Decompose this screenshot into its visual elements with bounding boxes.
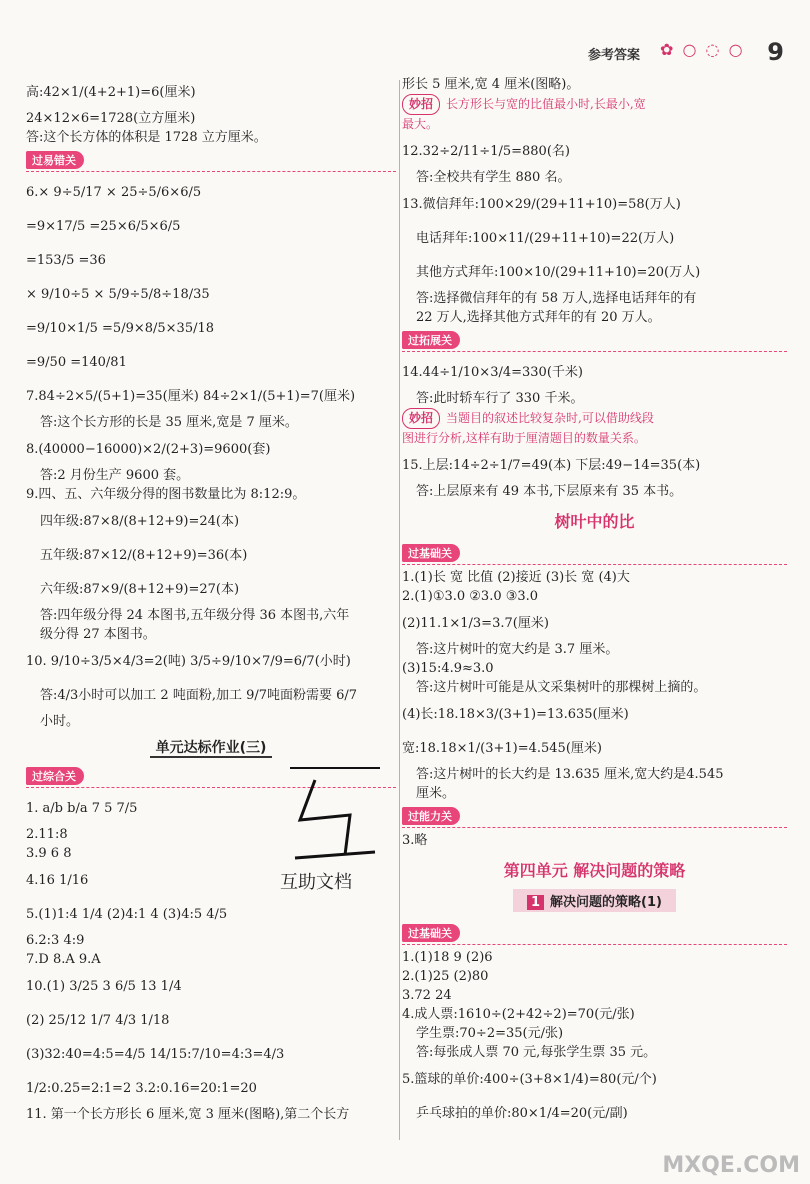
- section-tag-row: [26, 147, 396, 172]
- column-divider: [399, 80, 400, 1140]
- subsection-title: 1 解决问题的策略(1): [402, 889, 787, 912]
- ability-line: 3.略: [402, 833, 428, 848]
- tag-mistake: 过易错关: [26, 151, 84, 169]
- header-decoration-icon: ✿ ○ ◌ ○: [660, 40, 745, 59]
- page-number: 9: [767, 38, 784, 66]
- leaf-line: 答:这片树叶可能是从文采集树叶的那棵树上摘的。: [416, 680, 707, 695]
- answer-line: 24×12×6=1728(立方厘米): [26, 111, 196, 126]
- handwritten-stamp-logo: [280, 760, 390, 900]
- answer-line: 答:这个长方体的体积是 1728 立方厘米。: [26, 130, 267, 145]
- tag-comprehensive: 过综合关: [26, 767, 84, 785]
- q9-line: 答:四年级分得 24 本图书,五年级分得 36 本图书,六年: [40, 608, 350, 623]
- q13-line: 答:选择微信拜年的有 58 万人,选择电话拜年的有: [416, 291, 697, 306]
- comp-line: 11. 第一个长方形长 6 厘米,宽 3 厘米(图略),第二个长方: [26, 1107, 350, 1122]
- unit-title: 单元达标作业(三): [26, 737, 396, 757]
- tip-line: 图进行分析,这样有助于厘清题目的数量关系。: [402, 431, 646, 445]
- q14-line: 14.44÷1/10×3/4=330(千米): [402, 364, 583, 380]
- comp-line: 7.D 8.A 9.A: [26, 952, 101, 967]
- tag-basic: 过基础关: [402, 544, 460, 562]
- q13-line: 电话拜年:100×11/(29+11+10)=22(万人): [416, 230, 675, 246]
- comp-line: 1. a/b b/a 7 5 7/5: [26, 800, 138, 816]
- leaf-line: 厘米。: [416, 786, 456, 801]
- tip-line: 最大。: [402, 117, 439, 131]
- comp-line: 10.(1) 3/25 3 6/5 13 1/4: [26, 978, 182, 994]
- u4-line: 4.成人票:1610÷(2+42÷2)=70(元/张): [402, 1007, 635, 1022]
- comp-line: 3.9 6 8: [26, 846, 72, 861]
- q9-line: 六年级:87×9/(8+12+9)=27(本): [40, 581, 240, 597]
- q10-line: 10. 9/10÷3/5×4/3=2(吨) 3/5÷9/10×7/9=6/7(小时): [26, 653, 351, 669]
- q13-line: 13.微信拜年:100×29/(29+11+10)=58(万人): [402, 196, 681, 212]
- comp-line: 2.11:8: [26, 827, 68, 842]
- tip-badge-icon: 妙招: [402, 408, 440, 429]
- u4-line: 3.72 24: [402, 988, 452, 1003]
- section-tag-row: [402, 327, 787, 352]
- q9-line: 9.四、五、六年级分得的图书数量比为 8:12:9。: [26, 487, 306, 502]
- subsection-number: 1: [527, 895, 544, 910]
- q15-answer: 答:上层原来有 49 本书,下层原来有 35 本书。: [416, 484, 683, 499]
- u4-line: 1.(1)18 9 (2)6: [402, 950, 493, 965]
- leaf-line: 2.(1)①3.0 ②3.0 ③3.0: [402, 589, 539, 604]
- section-tag-row: [402, 540, 787, 565]
- tip-block: 妙招 长方形长与宽的比值最小时,长最小,宽: [402, 94, 787, 115]
- q9-line: 级分得 27 本图书。: [40, 627, 156, 642]
- q6-line: × 9/10÷5 × 5/9÷5/8÷18/35: [26, 286, 210, 302]
- q12-answer: 答:全校共有学生 880 名。: [416, 170, 571, 185]
- left-column: [26, 75, 396, 1124]
- comp-line: 1/2:0.25=2:1=2 3.2:0.16=20:1=20: [26, 1080, 257, 1096]
- q6-line: =9/10×1/5 =5/9×8/5×35/18: [26, 320, 215, 336]
- leaf-line: 答:这片树叶的长大约是 13.635 厘米,宽大约是4.545: [416, 767, 724, 782]
- leaf-line: (4)长:18.18×3/(3+1)=13.635(厘米): [402, 706, 629, 722]
- comp-line: (3)32:40=4:5=4/5 14/15:7/10=4:3=4/3: [26, 1046, 285, 1062]
- leaf-line: (2)11.1×1/3=3.7(厘米): [402, 615, 549, 631]
- comp-line: 5.(1)1:4 1/4 (2)4:1 4 (3)4:5 4/5: [26, 906, 228, 922]
- q13-line: 其他方式拜年:100×10/(29+11+10)=20(万人): [416, 264, 701, 280]
- stamp-caption: 互助文档: [280, 872, 352, 893]
- q10-answer: 小时。: [40, 714, 80, 729]
- q6-line: =153/5 =36: [26, 252, 106, 268]
- u4-line: 学生票:70÷2=35(元/张): [416, 1026, 564, 1041]
- tip-block: 妙招 当题目的叙述比较复杂时,可以借助线段: [402, 408, 787, 429]
- q8-line: 8.(40000−16000)×2/(2+3)=9600(套): [26, 441, 271, 457]
- q7-answer: 答:这个长方形的长是 35 厘米,宽是 7 厘米。: [40, 415, 298, 430]
- q8-answer: 答:2 月份生产 9600 套。: [40, 468, 190, 483]
- u4-line: 2.(1)25 (2)80: [402, 969, 489, 984]
- tag-ability: 过能力关: [402, 807, 460, 825]
- answer-line: 形长 5 厘米,宽 4 厘米(图略)。: [402, 77, 580, 92]
- leaf-line: 1.(1)长 宽 比值 (2)接近 (3)长 宽 (4)大: [402, 570, 630, 585]
- q6-line: 6.× 9÷5/17 × 25÷5/6×6/5: [26, 184, 202, 200]
- section-tag-row: [402, 803, 787, 828]
- section-title: 树叶中的比: [554, 512, 635, 531]
- q6-line: =9/50 =140/81: [26, 354, 127, 370]
- q9-line: 五年级:87×12/(8+12+9)=36(本): [40, 547, 248, 563]
- q7-line: 7.84÷2×5/(5+1)=35(厘米) 84÷2×1/(5+1)=7(厘米): [26, 388, 356, 404]
- tip-badge-icon: 妙招: [402, 94, 440, 115]
- leaf-line: 宽:18.18×1/(3+1)=4.545(厘米): [402, 740, 602, 756]
- page-header: [560, 38, 790, 72]
- comp-line: (2) 25/12 1/7 4/3 1/18: [26, 1012, 170, 1028]
- tag-expand: 过拓展关: [402, 331, 460, 349]
- u4-line: 答:每张成人票 70 元,每张学生票 35 元。: [416, 1045, 657, 1060]
- comp-line: 6.2:3 4:9: [26, 933, 85, 948]
- answer-line: 高:42×1/(4+2+1)=6(厘米): [26, 84, 196, 100]
- tag-basic-2: 过基础关: [402, 924, 460, 942]
- leaf-line: 答:这片树叶的宽大约是 3.7 厘米。: [416, 642, 619, 657]
- u4-line: 5.篮球的单价:400÷(3+8×1/4)=80(元/个): [402, 1071, 657, 1087]
- q10-answer: 答:4/3小时可以加工 2 吨面粉,加工 9/7吨面粉需要 6/7: [40, 687, 358, 703]
- q14-answer: 答:此时轿车行了 330 千米。: [416, 391, 584, 406]
- u4-line: 乒乓球拍的单价:80×1/4=20(元/副): [416, 1105, 628, 1121]
- leaf-line: (3)15:4.9≈3.0: [402, 661, 494, 676]
- q9-line: 四年级:87×8/(8+12+9)=24(本): [40, 513, 240, 529]
- watermark-logo: MXQE.COM: [662, 1153, 800, 1178]
- right-column: [402, 75, 787, 1130]
- header-title: 参考答案: [588, 48, 641, 63]
- q6-line: =9×17/5 =25×6/5×6/5: [26, 218, 181, 234]
- comp-line: 4.16 1/16: [26, 872, 89, 888]
- section-tag-row: [402, 920, 787, 945]
- unit4-title: 第四单元 解决问题的策略: [503, 861, 686, 880]
- q13-line: 22 万人,选择其他方式拜年的有 20 万人。: [416, 310, 661, 325]
- q15-line: 15.上层:14÷2÷1/7=49(本) 下层:49−14=35(本): [402, 457, 701, 473]
- q12-line: 12.32÷2/11÷1/5=880(名): [402, 143, 570, 159]
